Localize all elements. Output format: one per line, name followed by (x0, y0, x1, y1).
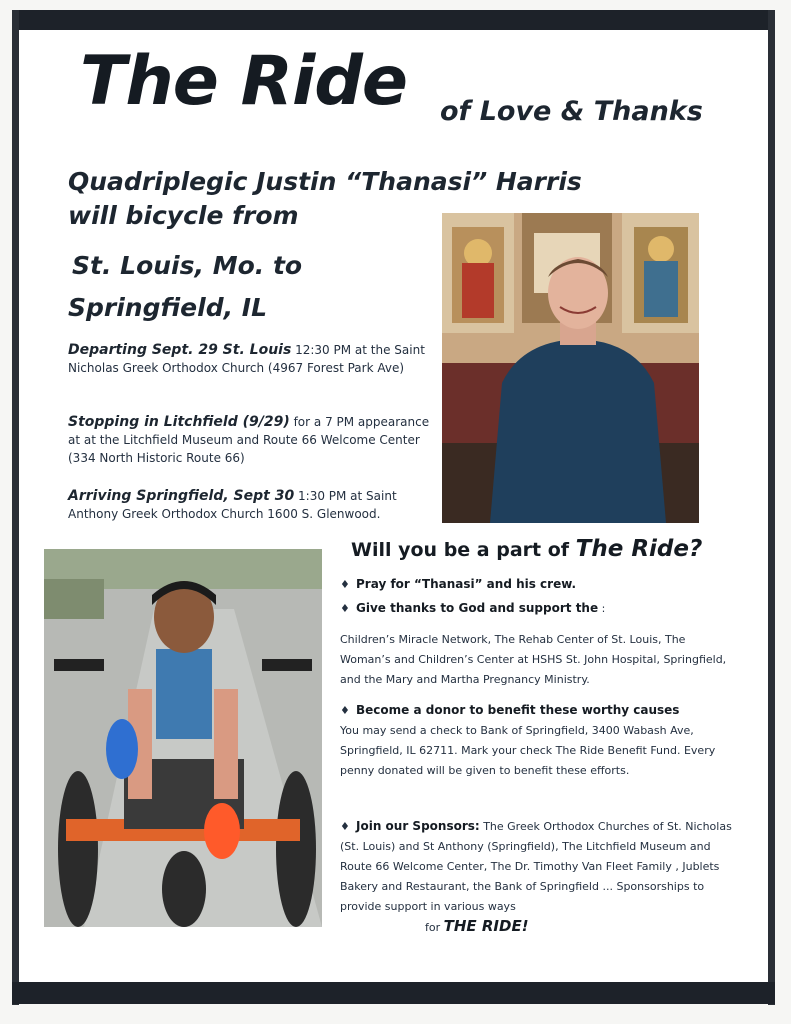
beneficiaries-list: Children’s Miracle Network, The Rehab Center of St. Louis, The Woman’s and Children’s Center at HSHS St. John Hospital, Springfield, and the Mary and Martha Pregnancy Ministry. (340, 633, 727, 686)
bullet-sponsors (340, 816, 735, 917)
portrait-photo (442, 213, 699, 523)
bullet-pray (340, 574, 735, 595)
headline-line-1: Quadriplegic Justin “Thanasi” Harris (68, 167, 582, 196)
schedule-lead: Departing Sept. 29 St. Louis (68, 342, 292, 358)
bullet-sponsors-text: The Greek Orthodox Churches of St. Nicholas (St. Louis) and St Anthony (Springfield), The Litchfield Museum and Route 66 Welcome Center, The Dr. Timothy Van Fleet Family , Jublets Bakery and Restaurant, the Bank of Springfield ... Sponsorships to provide support in various ways (340, 820, 732, 913)
route-end: Springfield, IL (68, 293, 268, 322)
bullet-give-colon: : (598, 602, 606, 615)
bullet-donor (340, 700, 735, 721)
frame-right-border (768, 10, 775, 1005)
headline-line-2: will bicycle from (68, 201, 299, 230)
bullet-donor-text: Become a donor to benefit these worthy causes (356, 703, 680, 717)
bullet-sponsors-label: Join our Sponsors: (356, 819, 480, 833)
frame-bottom-border (12, 982, 775, 1004)
schedule-stopping (68, 413, 440, 467)
diamond-bullet-icon: ♦ (340, 820, 350, 833)
rider-illustration (44, 549, 322, 927)
schedule-text: 12:30 PM at the Saint Nicholas Greek Orthodox Church (4967 Forest Park Ave) (68, 343, 425, 375)
flyer-subtitle: of Love & Thanks (440, 96, 703, 127)
schedule-text: for a 7 PM appearance at at the Litchfield Museum and Route 66 Welcome Center (334 North Historic Route 66) (68, 415, 430, 465)
diamond-bullet-icon: ♦ (340, 578, 350, 591)
closing-for: for (425, 921, 444, 934)
diamond-bullet-icon: ♦ (340, 602, 350, 615)
closing-line (425, 917, 529, 935)
schedule-text: 1:30 PM at Saint Anthony Greek Orthodox Church 1600 S. Glenwood. (68, 489, 397, 521)
route-start: St. Louis, Mo. to (72, 251, 303, 280)
schedule-lead: Arriving Springfield, Sept 30 (68, 488, 295, 504)
call-prefix: Will you be a part of (351, 539, 576, 561)
call-emphasis: The Ride? (575, 536, 703, 562)
bullet-give-thanks (340, 598, 735, 619)
portrait-illustration (442, 213, 699, 523)
bullet-pray-text: Pray for “Thanasi” and his crew. (356, 577, 577, 591)
schedule-arriving (68, 487, 440, 523)
rider-photo (44, 549, 322, 927)
schedule-departing (68, 341, 440, 377)
frame-top-border (12, 10, 775, 30)
call-to-action (351, 536, 702, 562)
flyer-title: The Ride (80, 42, 408, 121)
diamond-bullet-icon: ♦ (340, 704, 350, 717)
donor-instructions: You may send a check to Bank of Springfield, 3400 Wabash Ave, Springfield, IL 62711. Mark your check The Ride Benefit Fund. Every penny donated will be given to benefit these efforts. (340, 724, 716, 777)
frame-left-border (12, 10, 19, 1005)
bullet-give-text: Give thanks to God and support the (356, 601, 599, 615)
closing-emphasis: THE RIDE! (443, 917, 529, 935)
schedule-lead: Stopping in Litchfield (9/29) (68, 414, 290, 430)
